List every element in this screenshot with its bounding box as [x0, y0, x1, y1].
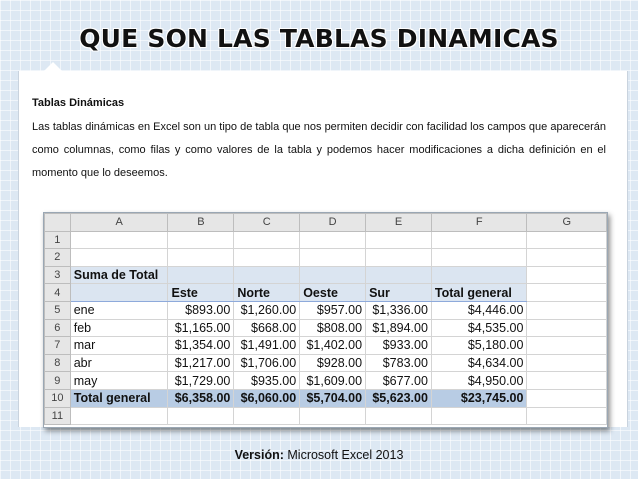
- row-number: 1: [45, 231, 71, 249]
- value-cell: $893.00: [168, 301, 234, 319]
- row-label: ene: [70, 301, 168, 319]
- value-cell: $4,535.00: [431, 319, 527, 337]
- pivot-data-row: [45, 354, 607, 372]
- value-cell: $1,165.00: [168, 319, 234, 337]
- row-number: 2: [45, 249, 71, 267]
- row-label: feb: [70, 319, 168, 337]
- row-number: 10: [45, 389, 71, 407]
- value-cell: $935.00: [234, 372, 300, 390]
- value-cell: $4,634.00: [431, 354, 527, 372]
- row-label: abr: [70, 354, 168, 372]
- text-block: [32, 97, 606, 185]
- value-cell: $957.00: [300, 301, 366, 319]
- row-number: 7: [45, 337, 71, 355]
- value-cell: $4,446.00: [431, 301, 527, 319]
- pivot-total-row: [45, 389, 607, 407]
- value-cell: $1,354.00: [168, 337, 234, 355]
- column-header: G: [527, 214, 607, 232]
- version-footer: [0, 448, 638, 462]
- grand-total-cell: $23,745.00: [431, 389, 527, 407]
- value-cell: $783.00: [366, 354, 432, 372]
- slide-title: QUE SON LAS TABLAS DINAMICAS: [79, 24, 559, 53]
- row-number: 3: [45, 266, 71, 284]
- value-cell: $668.00: [234, 319, 300, 337]
- row-number: 9: [45, 372, 71, 390]
- column-header: A: [70, 214, 168, 232]
- row-label: mar: [70, 337, 168, 355]
- row-number: 4: [45, 284, 71, 302]
- value-cell: $1,729.00: [168, 372, 234, 390]
- value-cell: $1,336.00: [366, 301, 432, 319]
- version-value: Microsoft Excel 2013: [283, 448, 404, 462]
- pivot-header-cell: Oeste: [300, 284, 366, 302]
- value-cell: $1,491.00: [234, 337, 300, 355]
- value-cell: $1,706.00: [234, 354, 300, 372]
- value-cell: $1,894.00: [366, 319, 432, 337]
- total-label: Total general: [70, 389, 168, 407]
- column-header: D: [300, 214, 366, 232]
- total-cell: $6,358.00: [168, 389, 234, 407]
- row-number: 6: [45, 319, 71, 337]
- column-header: E: [366, 214, 432, 232]
- pivot-data-row: [45, 319, 607, 337]
- row-number: 5: [45, 301, 71, 319]
- value-cell: $4,950.00: [431, 372, 527, 390]
- pivot-header-cell: Este: [168, 284, 234, 302]
- value-cell: $1,217.00: [168, 354, 234, 372]
- corner-cell: [45, 214, 71, 232]
- value-cell: $928.00: [300, 354, 366, 372]
- total-cell: $5,704.00: [300, 389, 366, 407]
- sheet-row: [45, 231, 607, 249]
- panel-notch: [44, 62, 62, 71]
- version-label: Versión:: [234, 448, 284, 462]
- value-cell: $1,609.00: [300, 372, 366, 390]
- pivot-data-row: [45, 372, 607, 390]
- pivot-header-row: [45, 284, 607, 302]
- pivot-data-row: [45, 301, 607, 319]
- value-cell: $5,180.00: [431, 337, 527, 355]
- sheet-row: [45, 249, 607, 267]
- sheet-row: [45, 407, 607, 425]
- value-cell: $1,402.00: [300, 337, 366, 355]
- row-number: 8: [45, 354, 71, 372]
- pivot-header-cell: Sur: [366, 284, 432, 302]
- section-heading: Tablas Dinámicas: [32, 97, 125, 109]
- row-label: may: [70, 372, 168, 390]
- excel-screenshot: [43, 212, 608, 428]
- pivot-header-cell: Total general: [431, 284, 527, 302]
- value-cell: $677.00: [366, 372, 432, 390]
- total-cell: $5,623.00: [366, 389, 432, 407]
- description-paragraph: Las tablas dinámicas en Excel son un tipo de tabla que nos permiten decidir con facilidad los campos que aparecerán como columnas, como filas y como valores de la tabla y podemos hacer modificaciones a dicha definición en el momento que lo deseemos.: [32, 121, 606, 179]
- column-header-row: [45, 214, 607, 232]
- column-header: F: [431, 214, 527, 232]
- pivot-data-row: [45, 337, 607, 355]
- pivot-table-sheet: [44, 213, 607, 425]
- column-header: C: [234, 214, 300, 232]
- row-number: 11: [45, 407, 71, 425]
- pivot-title-cell: Suma de Total: [70, 266, 168, 284]
- sheet-row: [45, 266, 607, 284]
- total-cell: $6,060.00: [234, 389, 300, 407]
- pivot-header-cell: [70, 284, 168, 302]
- column-header: B: [168, 214, 234, 232]
- value-cell: $933.00: [366, 337, 432, 355]
- pivot-header-cell: Norte: [234, 284, 300, 302]
- value-cell: $808.00: [300, 319, 366, 337]
- value-cell: $1,260.00: [234, 301, 300, 319]
